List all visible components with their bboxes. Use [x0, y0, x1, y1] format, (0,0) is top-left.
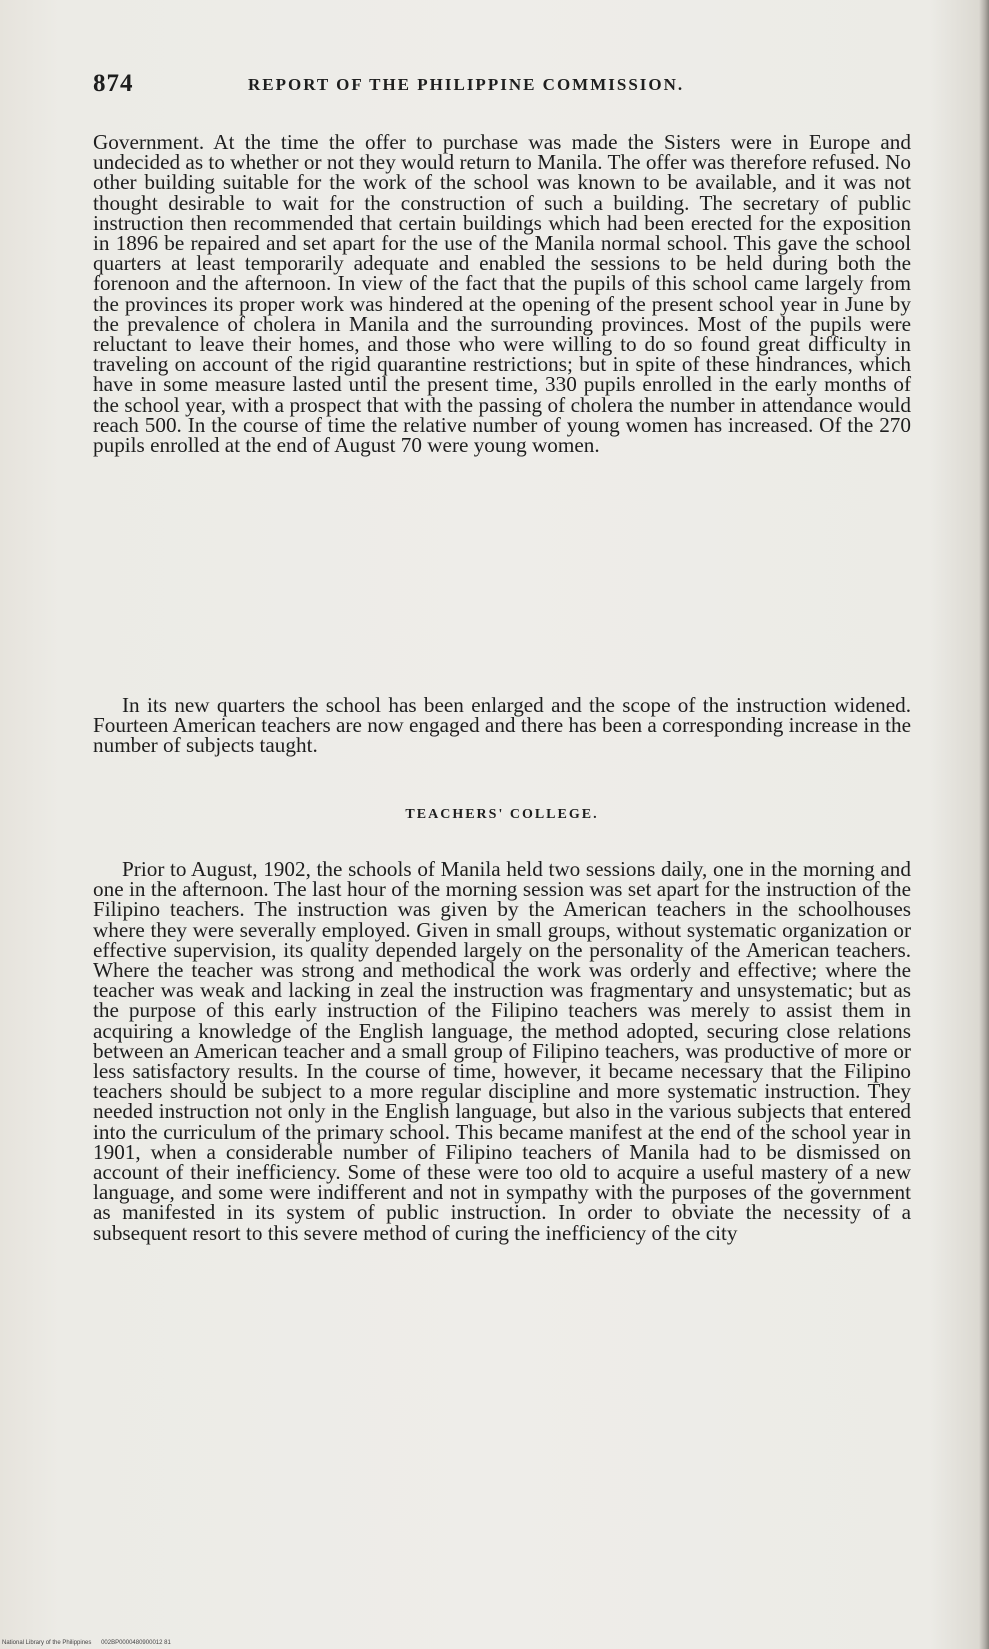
- scan-footer: [2, 1640, 179, 1646]
- body-paragraph-1: Government. At the time the offer to purchase was made the Sisters were in Europe and undecided as to whether or not they would return to Manila. The offer was therefore refused. No other building suitable for the work of the school was known to be available, and it was not thought desirable to wait for the construction of such a building. The secretary of public instruction then recommended that certain buildings which had been erected for the exposition in 1896 be repaired and set apart for the use of the Manila normal school. This gave the school quarters at least temporarily adequate and enabled the sessions to be held during both the forenoon and the afternoon. In view of the fact that the pupils of this school came largely from the provinces its proper work was hindered at the opening of the present school year in June by the prevalence of cholera in Manila and the surrounding provinces. Most of the pupils were reluctant to leave their homes, and those who were willing to do so found great difficulty in traveling on account of the rigid quarantine restrictions; but in spite of these hindrances, which have in some measure lasted until the present time, 330 pupils enrolled in the early months of the school year, with a prospect that with the passing of cholera the number in attendance would reach 500. In the course of time the relative number of young women has increased. Of the 270 pupils enrolled at the end of August 70 were young women.: [93, 130, 911, 458]
- page-edge-shadow: [979, 0, 989, 1649]
- body-paragraph-3: Prior to August, 1902, the schools of Manila held two sessions daily, one in the morning and one in the afternoon. The last hour of the morning session was set apart for the instruction of the Filipino teachers. The instruction was given by the American teachers in the schoolhouses where they were severally employed. Given in small groups, without systematic organization or effective supervision, its quality depended largely on the personality of the American teachers. Where the teacher was strong and methodical the work was orderly and effective; where the teacher was weak and lacking in zeal the instruction was fragmentary and unsystematic; but as the purpose of this early instruction of the Filipino teachers was merely to assist them in acquiring a knowledge of the English language, the method adopted, securing close relations between an American teacher and a small group of Filipino teachers, was productive of more or less satisfactory results. In the course of time, however, it became necessary that the Filipino teachers should be subject to a more regular discipline and more systematic instruction. They needed instruction not only in the English language, but also in the various subjects that entered into the curriculum of the primary school. This became manifest at the end of the school year in 1901, when a considerable number of Filipino teachers of Manila had to be dismissed on account of their inefficiency. Some of these were too old to acquire a useful mastery of a new language, and some were indifferent and not in sympathy with the purposes of the government as manifested in its system of public instruction. In order to obviate the necessity of a subsequent resort to this severe method of curing the inefficiency of the city: [93, 857, 911, 1245]
- section-heading: TEACHERS' COLLEGE.: [405, 807, 599, 822]
- running-head: [93, 70, 888, 102]
- footer-library: National Library of the Philippines: [2, 1640, 92, 1646]
- page-number: 874: [93, 70, 134, 97]
- footer-item-id: 002BP0000480900012 81: [101, 1640, 171, 1646]
- running-title: REPORT OF THE PHILIPPINE COMMISSION.: [248, 75, 685, 94]
- body-paragraph-2: In its new quarters the school has been enlarged and the scope of the instruction widened. Fourteen American teachers are now engaged and there has been a corresponding increase in the number of subjects taught.: [93, 693, 911, 758]
